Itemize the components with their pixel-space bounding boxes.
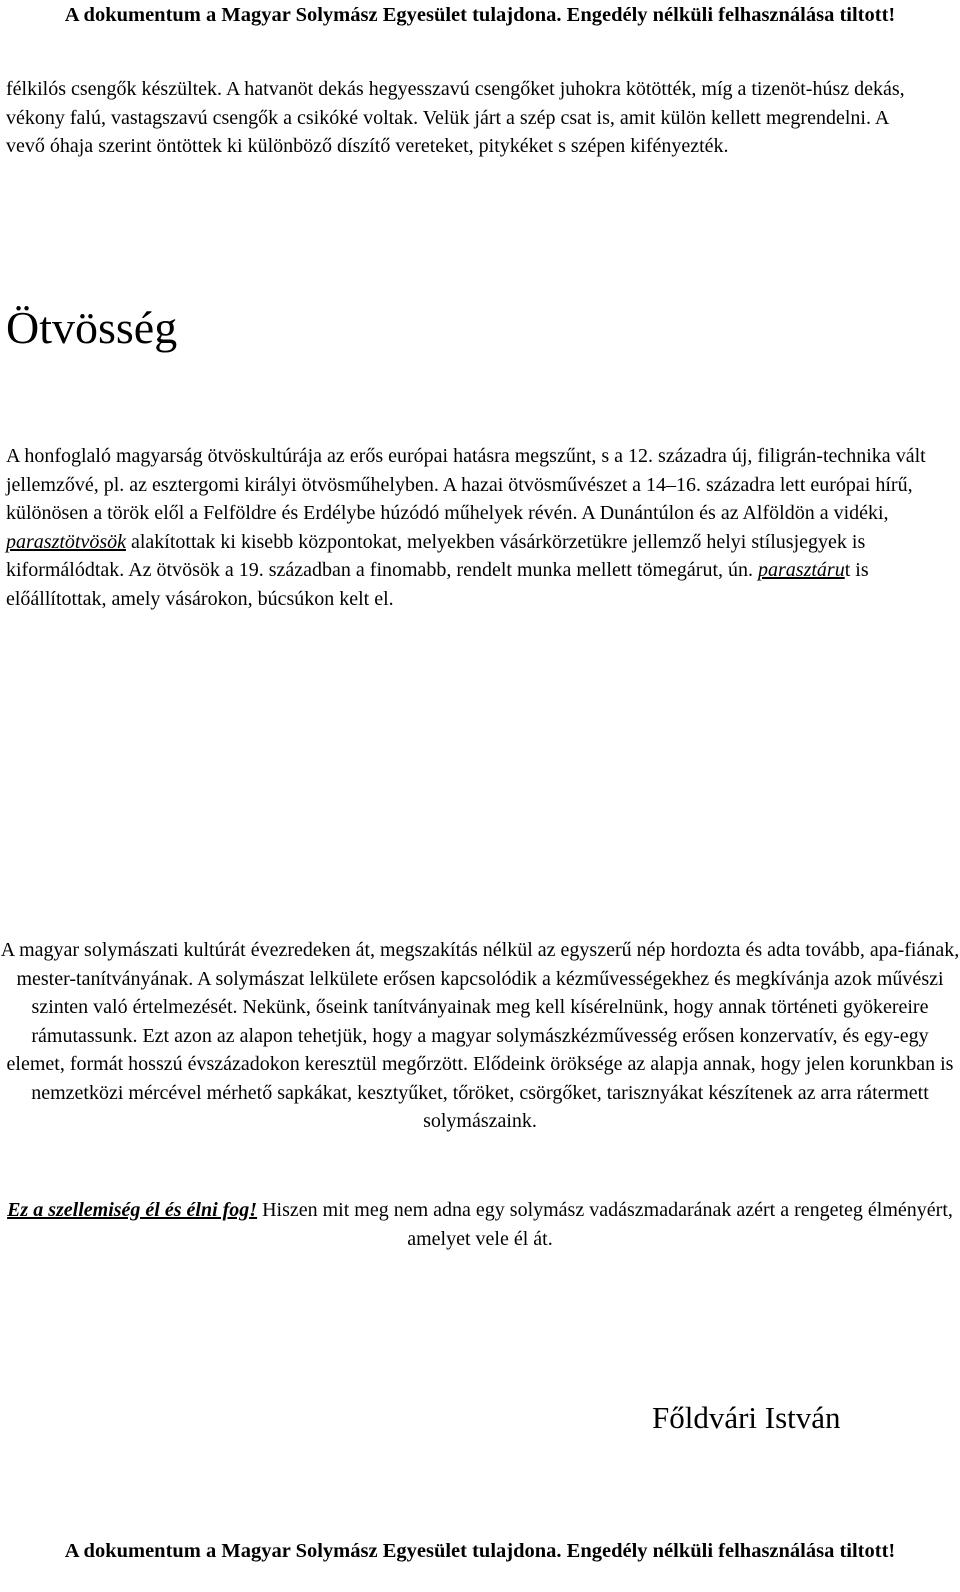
culture-paragraph: A magyar solymászati kultúrát évezredeken át, megszakítás nélkül az egyszerű nép hordozta és adta tovább, apa-fiának, mester-tanítványának. A solymászat lelkülete erősen kapcsolódik a kézművességekhez és megkívánja azok művészi szinten való értelmezését. Nekünk, őseink tanítványainak meg kell kísérelnünk, hogy annak történeti gyökereire rámutassunk. Ezt azon az alapon tehetjük, hogy a magyar solymászkézművesség erősen konzervatív, és egy-egy elemet, formát hosszú évszázadokon keresztül megőrzött. Elődeink öröksége az alapja annak, hogy jelen korunkban is nemzetközi mércével mérhető sapkákat, kesztyűket, tőröket, csörgőket, tarisznyákat készítenek az arra rátermett solymászaink. [0,939,960,1132]
ownership-notice-bottom: A dokumentum a Magyar Solymász Egyesület tulajdona. Engedély nélküli felhasználása tiltott! [64,1540,896,1562]
otvosseg-paragraph [6,442,954,613]
spirit-paragraph [0,1196,960,1253]
otvosseg-text-part3: t is előállítottak, amely vásárokon, búcsúkon kelt el. [6,559,869,610]
parasztotvosok-link[interactable]: parasztötvösök [6,530,126,553]
author-signature: Főldvári István [652,1400,841,1435]
intro-paragraph: félkilós csengők készültek. A hatvanöt dekás hegyesszavú csengőket juhokra kötötték, míg a tizenöt-húsz dekás, vékony falú, vastagszavú csengők a csikóké voltak. Velük járt a szép csat is, amit külön kellett megrendelni. A vevő óhaja szerint öntöttek ki különböző díszítő vereteket, pitykéket s szépen kifényezték. [6,78,905,157]
otvosseg-text-part2: alakítottak ki kisebb központokat, melyekben vásárkörzetükre jellemző helyi stílusjegyek is kiformálódtak. Az ötvösök a 19. században a finomabb, rendelt munka mellett tömegárut, ún. [6,530,866,581]
parasztaru-link[interactable]: parasztáru [758,559,845,581]
otvosseg-text-part1: A honfoglaló magyarság ötvöskultúrája az erős európai hatásra megszűnt, s a 12. századra új, filigrán-technika vált jellemzővé, pl. az esztergomi királyi ötvösműhelyben. A hazai ötvösművészet a 14–16. századra lett európai hírű, különösen a török elől a Felföldre és Erdélybe húzódó műhelyek révén. A Dunántúlon és az Alföldön a vidéki, [6,445,926,524]
spirit-rest: Hiszen mit meg nem adna egy solymász vadászmadarának azért a rengeteg élményért, amelyet vele él át. [257,1199,953,1250]
spirit-emphasis: Ez a szellemiség él és élni fog! [7,1199,258,1221]
ownership-notice-top: A dokumentum a Magyar Solymász Egyesület tulajdona. Engedély nélküli felhasználása tiltott! [64,4,896,26]
section-heading: Ötvösség [6,302,178,353]
